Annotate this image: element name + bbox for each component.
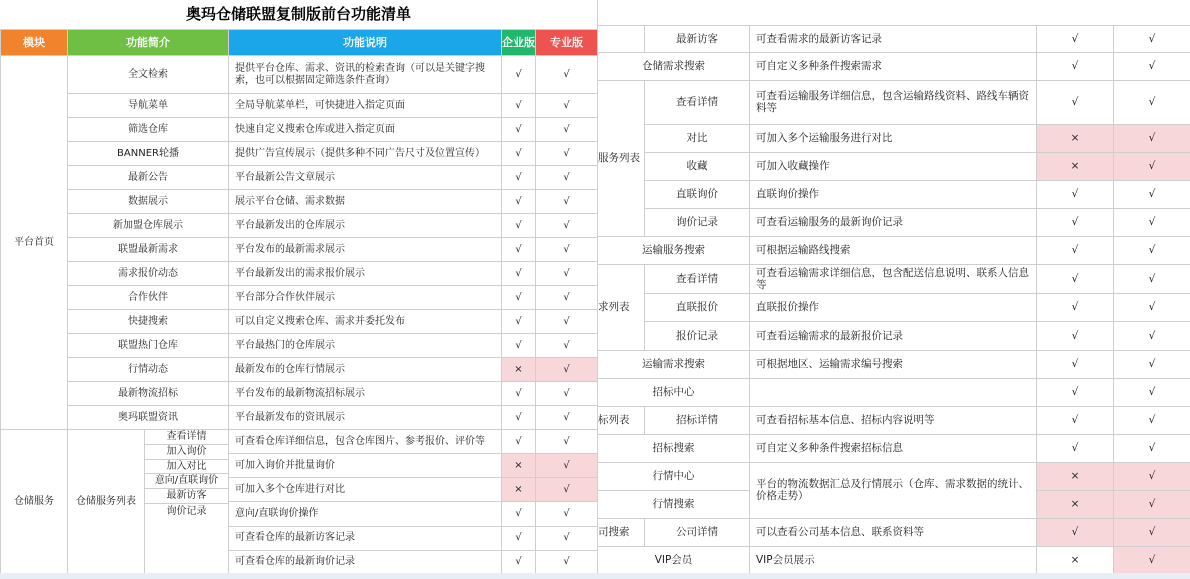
pro-cell: √ [536, 358, 598, 382]
enterprise-cell: √ [502, 142, 536, 166]
pro-cell: √ [1114, 321, 1190, 350]
desc-cell: 可查看运输需求的最新报价记录 [750, 321, 1037, 350]
pro-cell: √ [1114, 406, 1190, 434]
group-cell: 服务列表 [598, 80, 645, 236]
right-top-gap [598, 0, 1190, 25]
pro-cell: √ [536, 430, 598, 454]
feature-cell: 查看详情 [645, 264, 750, 293]
table-row [1, 334, 598, 358]
enterprise-cell: √ [1037, 180, 1114, 208]
feature-cell: 最新访客 [145, 489, 228, 504]
feature-cell: 对比 [645, 124, 750, 152]
desc-cell: 平台最新发布的资讯展示 [229, 406, 502, 430]
feature-cell: VIP会员 [598, 546, 750, 574]
pro-cell: √ [536, 478, 598, 502]
table-row [1, 238, 598, 262]
table-row [598, 406, 1190, 434]
pro-cell: √ [1114, 236, 1190, 264]
pro-cell: √ [1114, 350, 1190, 378]
feature-cell: 招标中心 [598, 378, 750, 406]
feature-cell: 快捷搜索 [68, 310, 229, 334]
feature-cell: 运输服务搜索 [598, 236, 750, 264]
feature-cell: 查看详情 [645, 80, 750, 124]
feature-cell: 直联报价 [645, 293, 750, 321]
table-header-row [1, 30, 598, 56]
desc-cell: 展示平台仓储、需求数据 [229, 190, 502, 214]
desc-cell: 可查看运输服务的最新询价记录 [750, 208, 1037, 236]
desc-cell: 平台最新公告文章展示 [229, 166, 502, 190]
pro-cell: √ [1114, 124, 1190, 152]
enterprise-cell: √ [1037, 236, 1114, 264]
table-row [598, 350, 1190, 378]
table-row [598, 152, 1190, 180]
pro-cell: √ [536, 382, 598, 406]
enterprise-cell: × [502, 358, 536, 382]
table-row [598, 52, 1190, 80]
enterprise-cell: √ [502, 262, 536, 286]
pro-cell: √ [536, 190, 598, 214]
table-row [598, 518, 1190, 546]
pro-cell: √ [1114, 25, 1190, 52]
feature-cell: 行情动态 [68, 358, 229, 382]
feature-cell: 招标搜索 [598, 434, 750, 462]
group-cell: 司搜索 [598, 518, 645, 546]
left-feature-table [0, 29, 598, 575]
pro-cell: √ [1114, 180, 1190, 208]
feature-cell: 奥玛联盟资讯 [68, 406, 229, 430]
enterprise-cell: × [502, 478, 536, 502]
feature-cell: BANNER轮播 [68, 142, 229, 166]
table-row [598, 80, 1190, 124]
enterprise-cell: √ [502, 214, 536, 238]
enterprise-cell: √ [1037, 518, 1114, 546]
pro-cell: √ [1114, 293, 1190, 321]
feature-cell: 需求报价动态 [68, 262, 229, 286]
enterprise-cell: √ [1037, 321, 1114, 350]
header-enterprise: 企业版 [502, 30, 536, 56]
pro-cell: √ [536, 502, 598, 526]
desc-cell: 可自定义多种条件搜索招标信息 [750, 434, 1037, 462]
pro-cell: √ [536, 56, 598, 94]
feature-cell: 直联询价 [645, 180, 750, 208]
pro-cell: √ [536, 550, 598, 574]
enterprise-cell: √ [1037, 434, 1114, 462]
pro-cell: √ [536, 94, 598, 118]
feature-cell: 仓储需求搜索 [598, 52, 750, 80]
table-row [1, 166, 598, 190]
desc-cell: 意向/直联询价操作 [229, 502, 502, 526]
table-row [598, 264, 1190, 293]
table-row [1, 430, 598, 454]
enterprise-cell: × [1037, 490, 1114, 518]
desc-cell: 直联询价操作 [750, 180, 1037, 208]
feature-cell: 询价记录 [166, 505, 207, 517]
desc-cell: 平台的物流数据汇总及行情展示（仓库、需求数据的统计、价格走势） [750, 462, 1037, 518]
desc-cell: 可根据运输路线搜索 [750, 236, 1037, 264]
enterprise-cell: × [1037, 124, 1114, 152]
feature-cell: 收藏 [645, 152, 750, 180]
desc-cell: 可查看仓库的最新访客记录 [229, 526, 502, 550]
enterprise-cell: × [502, 454, 536, 478]
pro-cell: √ [536, 406, 598, 430]
desc-cell: 可自定义多种条件搜索需求 [750, 52, 1037, 80]
enterprise-cell: × [1037, 546, 1114, 574]
pro-cell: √ [1114, 264, 1190, 293]
desc-cell: 可查看仓库的最新询价记录 [229, 550, 502, 574]
desc-cell: 全局导航菜单栏，可快捷进入指定页面 [229, 94, 502, 118]
table-row [598, 378, 1190, 406]
feature-cell: 招标详情 [645, 406, 750, 434]
module-cell: 平台首页 [1, 56, 68, 430]
pro-cell: √ [1114, 52, 1190, 80]
enterprise-cell: √ [502, 382, 536, 406]
module-cell: 仓储服务 [1, 430, 68, 575]
desc-cell: 可加入多个仓库进行对比 [229, 478, 502, 502]
enterprise-cell: √ [1037, 350, 1114, 378]
feature-cell: 询价记录 [645, 208, 750, 236]
enterprise-cell: √ [1037, 378, 1114, 406]
feature-cell: 加入对比 [145, 460, 228, 475]
desc-cell: 提供广告宣传展示（提供多种不同广告尺寸及位置宣传） [229, 142, 502, 166]
pro-cell: √ [536, 262, 598, 286]
desc-cell: 可查看运输需求详细信息，包含配送信息说明、联系人信息等 [750, 264, 1037, 293]
table-row [1, 286, 598, 310]
enterprise-cell: √ [502, 430, 536, 454]
page-title: 奥玛仓储联盟复制版前台功能清单 [185, 5, 411, 23]
feature-cell: 行情搜索 [598, 490, 750, 518]
pro-cell: √ [1114, 152, 1190, 180]
feature-cell: 行情中心 [598, 462, 750, 490]
desc-cell: 可加入多个运输服务进行对比 [750, 124, 1037, 152]
pro-cell: √ [536, 238, 598, 262]
pro-cell: √ [536, 526, 598, 550]
feature-cell: 筛选仓库 [68, 118, 229, 142]
enterprise-cell: √ [502, 334, 536, 358]
group-cell: 标列表 [598, 406, 645, 434]
desc-cell: 平台最新发出的仓库展示 [229, 214, 502, 238]
desc-cell: 可查看运输服务详细信息，包含运输路线资料、路线车辆资料等 [750, 80, 1037, 124]
desc-cell [750, 378, 1037, 406]
feature-cell: 加入询价 [145, 445, 228, 460]
feature-cell: 最新访客 [645, 25, 750, 52]
table-row [598, 546, 1190, 574]
pro-cell: √ [1114, 378, 1190, 406]
pro-cell: √ [1114, 490, 1190, 518]
desc-cell: 可加入询价并批量询价 [229, 454, 502, 478]
pro-cell: √ [536, 142, 598, 166]
feature-cell: 合作伙伴 [68, 286, 229, 310]
table-row [1, 310, 598, 334]
pro-cell: √ [536, 310, 598, 334]
panel-divider [597, 0, 598, 579]
pro-cell: √ [536, 286, 598, 310]
desc-cell: 平台发布的最新需求展示 [229, 238, 502, 262]
table-row [1, 56, 598, 94]
header-desc: 功能说明 [229, 30, 502, 56]
enterprise-cell: √ [502, 166, 536, 190]
enterprise-cell: √ [502, 406, 536, 430]
pro-cell: √ [1114, 208, 1190, 236]
pro-cell: √ [1114, 546, 1190, 574]
feature-cell: 运输需求搜索 [598, 350, 750, 378]
enterprise-cell: √ [1037, 264, 1114, 293]
header-pro: 专业版 [536, 30, 598, 56]
pro-cell: √ [536, 334, 598, 358]
desc-cell: 直联报价操作 [750, 293, 1037, 321]
feature-cell: 最新公告 [68, 166, 229, 190]
table-row [598, 462, 1190, 490]
bottom-scroll-bar[interactable] [0, 573, 1190, 579]
enterprise-cell: √ [502, 310, 536, 334]
enterprise-cell: × [1037, 462, 1114, 490]
table-row [1, 118, 598, 142]
desc-cell: 可查看仓库详细信息，包含仓库图片、参考报价、评价等 [229, 430, 502, 454]
pro-cell: √ [1114, 462, 1190, 490]
right-feature-table [597, 0, 1190, 575]
table-row [598, 208, 1190, 236]
table-row [1, 214, 598, 238]
enterprise-cell: √ [1037, 293, 1114, 321]
table-row [598, 236, 1190, 264]
feature-cell: 新加盟仓库展示 [68, 214, 229, 238]
desc-cell: 提供平台仓库、需求、资讯的检索查询（可以是关键字搜索，也可以根据固定筛选条件查询） [229, 56, 502, 94]
desc-cell: 可加入收藏操作 [750, 152, 1037, 180]
table-row [1, 190, 598, 214]
enterprise-cell: √ [1037, 52, 1114, 80]
enterprise-cell: √ [1037, 80, 1114, 124]
feature-cell: 查看详情 [145, 430, 228, 445]
table-row [1, 406, 598, 430]
desc-cell: 平台部分合作伙伴展示 [229, 286, 502, 310]
table-row [598, 124, 1190, 152]
feature-cell: 报价记录 [645, 321, 750, 350]
enterprise-cell: √ [502, 94, 536, 118]
table-row [1, 94, 598, 118]
feature-cell: 最新物流招标 [68, 382, 229, 406]
feature-cell: 联盟最新需求 [68, 238, 229, 262]
pro-cell: √ [1114, 80, 1190, 124]
feature-cell: 全文检索 [68, 56, 229, 94]
table-row [1, 142, 598, 166]
desc-cell: 最新发布的仓库行情展示 [229, 358, 502, 382]
pro-cell: √ [1114, 518, 1190, 546]
desc-cell: 可以查看公司基本信息、联系资料等 [750, 518, 1037, 546]
group-label: 仓储服务列表 [68, 430, 145, 574]
enterprise-cell: √ [502, 286, 536, 310]
desc-cell: 平台最新发出的需求报价展示 [229, 262, 502, 286]
desc-cell: 平台发布的最新物流招标展示 [229, 382, 502, 406]
feature-cell: 数据展示 [68, 190, 229, 214]
group-cell: 求列表 [598, 264, 645, 350]
enterprise-cell: × [1037, 152, 1114, 180]
group-cell-wrap [68, 430, 229, 575]
table-row [598, 434, 1190, 462]
enterprise-cell: √ [502, 238, 536, 262]
pro-cell: √ [536, 118, 598, 142]
feature-cell: 公司详情 [645, 518, 750, 546]
feature-cell: 联盟热门仓库 [68, 334, 229, 358]
table-row [598, 321, 1190, 350]
enterprise-cell: √ [502, 550, 536, 574]
enterprise-cell: √ [502, 526, 536, 550]
enterprise-cell: √ [1037, 25, 1114, 52]
pro-cell: √ [536, 166, 598, 190]
enterprise-cell: √ [502, 502, 536, 526]
table-row [598, 25, 1190, 52]
enterprise-cell: √ [502, 190, 536, 214]
enterprise-cell: √ [1037, 406, 1114, 434]
table-row [598, 180, 1190, 208]
header-module: 模块 [1, 30, 68, 56]
table-row [1, 262, 598, 286]
table-row [1, 358, 598, 382]
header-feature: 功能简介 [68, 30, 229, 56]
desc-cell: 可以自定义搜索仓库、需求并委托发布 [229, 310, 502, 334]
table-row [598, 293, 1190, 321]
desc-cell: VIP会员展示 [750, 546, 1037, 574]
pro-cell: √ [1114, 434, 1190, 462]
desc-cell: 快速自定义搜索仓库或进入指定页面 [229, 118, 502, 142]
enterprise-cell: √ [502, 56, 536, 94]
enterprise-cell: √ [1037, 208, 1114, 236]
desc-cell: 平台最热门的仓库展示 [229, 334, 502, 358]
desc-cell: 可查看需求的最新访客记录 [750, 25, 1037, 52]
pro-cell: √ [536, 214, 598, 238]
desc-cell: 可根据地区、运输需求编号搜索 [750, 350, 1037, 378]
enterprise-cell: √ [502, 118, 536, 142]
feature-cell: 导航菜单 [68, 94, 229, 118]
feature-cell: 意向/直联询价 [145, 474, 228, 489]
pro-cell: √ [536, 454, 598, 478]
desc-cell: 可查看招标基本信息、招标内容说明等 [750, 406, 1037, 434]
table-row [1, 382, 598, 406]
